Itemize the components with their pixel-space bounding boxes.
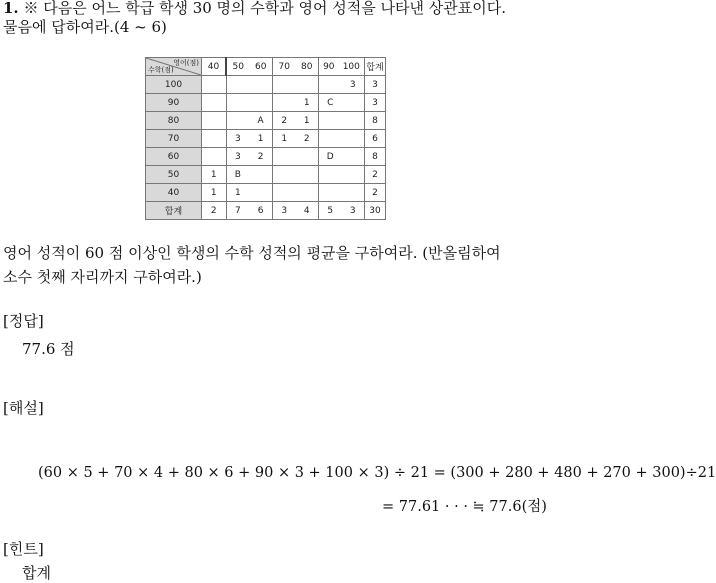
- sum-50: 7: [235, 205, 241, 216]
- table-cell-pair: [273, 166, 319, 184]
- sum-70: 3: [281, 205, 288, 216]
- table-cell-pair: [319, 166, 365, 184]
- table-cell-pair: [319, 76, 365, 94]
- table-cell-pair: [319, 112, 365, 130]
- col-header-50-60: [226, 58, 273, 76]
- row-label: 100: [146, 76, 202, 94]
- table-cell: 1: [202, 166, 227, 184]
- table-cell: [343, 98, 363, 108]
- table-cell: [202, 94, 227, 112]
- correlation-table: [145, 57, 386, 220]
- row-label: 50: [146, 166, 202, 184]
- table-cell: [202, 112, 227, 130]
- table-row: [146, 112, 386, 130]
- col-header-80: 80: [301, 61, 313, 72]
- explanation-line-2: = 77.61 · · · ≒ 77.6(점): [382, 499, 547, 515]
- table-cell-pair: [226, 130, 273, 148]
- col-header-50: 50: [232, 61, 244, 72]
- table-cell: [274, 98, 294, 108]
- table-cell: 1: [257, 133, 264, 144]
- table-cell-pair: [273, 76, 319, 94]
- table-cell: 1: [303, 115, 310, 126]
- table-cell-pair: [273, 112, 319, 130]
- table-cell: [320, 80, 340, 90]
- table-cell: C: [327, 97, 334, 108]
- sum-row-label: 합계: [146, 202, 202, 220]
- table-body: [146, 76, 386, 202]
- col-header-70: 70: [278, 61, 290, 72]
- sum-total: 30: [365, 202, 386, 220]
- col-header-60: 60: [255, 61, 267, 72]
- table-cell-pair: [319, 94, 365, 112]
- table-row: [146, 184, 386, 202]
- table-row: [146, 166, 386, 184]
- row-total: 2: [365, 184, 386, 202]
- table-cell-pair: [273, 130, 319, 148]
- prompt-line-1: 영어 성적이 60 점 이상인 학생의 수학 성적의 평균을 구하여라. (반올림하여: [3, 244, 501, 262]
- table-cell: 2: [257, 151, 264, 162]
- table-cell: 1: [202, 184, 227, 202]
- table-cell-pair: [226, 94, 273, 112]
- table-cell: 2: [303, 133, 310, 144]
- row-label: 90: [146, 94, 202, 112]
- table-sum-row: [146, 202, 386, 220]
- table-cell-pair: [319, 148, 365, 166]
- table-cell: D: [326, 151, 334, 162]
- answer-value: 77.6 점: [22, 340, 75, 358]
- sum-90-100: [319, 202, 365, 220]
- sum-80: 4: [303, 205, 310, 216]
- table-cell: 1: [303, 97, 310, 108]
- table-row: [146, 148, 386, 166]
- row-label: 60: [146, 148, 202, 166]
- table-header-row: [146, 58, 386, 76]
- row-label: 40: [146, 184, 202, 202]
- table-cell-pair: [319, 184, 365, 202]
- col-header-total: 합계: [365, 58, 386, 76]
- table-cell-pair: [226, 184, 273, 202]
- col-header-90-100: [319, 58, 365, 76]
- table-cell: B: [234, 169, 241, 180]
- explanation-line-1: (60 × 5 + 70 × 4 + 80 × 6 + 90 × 3 + 100 × 3) ÷ 21 = (300 + 280 + 480 + 270 + 300)÷21: [38, 465, 716, 481]
- table-row: [146, 130, 386, 148]
- table-cell: [228, 116, 248, 126]
- table-cell: 3: [235, 133, 241, 144]
- sum-40: 2: [202, 202, 227, 220]
- table-cell: [343, 152, 363, 162]
- table-cell-pair: [226, 148, 273, 166]
- row-total: 8: [365, 148, 386, 166]
- sum-50-60: [226, 202, 273, 220]
- table-cell-pair: [226, 166, 273, 184]
- row-total: 8: [365, 112, 386, 130]
- question-intro: ※ 다음은 어느 학급 학생 30 명의 수학과 영어 성적을 나타낸 상관표이다.: [23, 0, 506, 17]
- row-label: 70: [146, 130, 202, 148]
- sum-100: 3: [349, 205, 356, 216]
- sum-70-80: [273, 202, 319, 220]
- table-cell: 3: [349, 79, 356, 90]
- row-total: 2: [365, 166, 386, 184]
- corner-english-label: 영어(점): [173, 59, 199, 67]
- prompt-line-2: 소수 첫째 자리까지 구하여라.): [3, 268, 202, 286]
- corner-math-label: 수학(점): [148, 66, 174, 74]
- table-cell: 2: [281, 115, 288, 126]
- row-total: 3: [365, 76, 386, 94]
- table-cell-pair: [226, 76, 273, 94]
- table-cell: [202, 130, 227, 148]
- question-line-1: [3, 0, 506, 18]
- question-number: 1.: [3, 0, 19, 17]
- col-header-40: 40: [202, 58, 227, 76]
- table-cell-pair: [273, 184, 319, 202]
- table-cell: [251, 170, 271, 180]
- sum-90: 5: [327, 205, 334, 216]
- table-cell: [251, 188, 271, 198]
- col-header-90: 90: [323, 61, 335, 72]
- table-corner-cell: [146, 58, 202, 76]
- table-cell: [202, 76, 227, 94]
- table-cell: 1: [281, 133, 288, 144]
- table-row: [146, 76, 386, 94]
- row-total: 3: [365, 94, 386, 112]
- hint-value: 합계: [22, 564, 51, 582]
- row-label: 80: [146, 112, 202, 130]
- table-cell: [202, 148, 227, 166]
- table-cell-pair: [273, 94, 319, 112]
- table-cell: 1: [235, 187, 241, 198]
- table-cell-pair: [319, 130, 365, 148]
- table-row: [146, 94, 386, 112]
- explanation-label: [해설]: [3, 399, 44, 417]
- table-cell: 3: [235, 151, 241, 162]
- answer-label: [정답]: [3, 312, 44, 330]
- table-cell-pair: [273, 148, 319, 166]
- table-cell-pair: [226, 112, 273, 130]
- table-cell: A: [257, 115, 264, 126]
- question-line-2: 물음에 답하여라.(4 ~ 6): [3, 18, 167, 36]
- col-header-70-80: [273, 58, 319, 76]
- row-total: 6: [365, 130, 386, 148]
- sum-60: 6: [257, 205, 264, 216]
- col-header-100: 100: [342, 61, 360, 72]
- hint-label: [힌트]: [3, 540, 44, 558]
